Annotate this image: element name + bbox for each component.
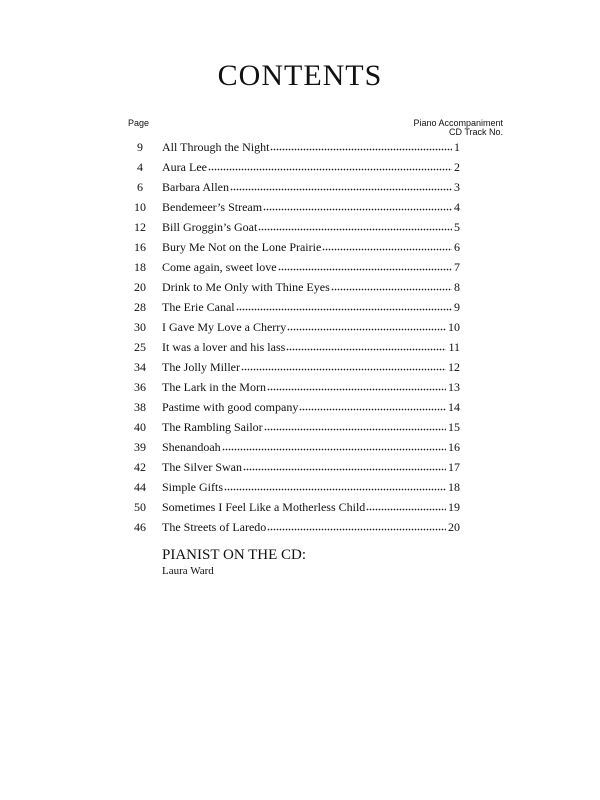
list-item <box>0 517 600 537</box>
dot-leader <box>230 183 452 191</box>
entry-line <box>162 297 460 317</box>
entry-title: The Erie Canal <box>162 300 235 314</box>
dot-leader <box>224 483 446 491</box>
entry-title: Shenandoah <box>162 440 221 454</box>
dot-leader <box>267 523 446 531</box>
list-item <box>0 457 600 477</box>
dot-leader <box>236 303 452 311</box>
entry-line <box>162 257 460 277</box>
entry-title: I Gave My Love a Cherry <box>162 320 287 334</box>
entry-title: Bury Me Not on the Lone Prairie <box>162 240 322 254</box>
entry-title: The Rambling Sailor <box>162 420 263 434</box>
entry-page-number: 44 <box>134 480 146 494</box>
dot-leader <box>264 423 446 431</box>
entry-page-number: 30 <box>134 320 146 334</box>
entry-title: All Through the Night <box>162 140 270 154</box>
entry-line <box>162 317 460 337</box>
dot-leader <box>270 143 452 151</box>
entry-track-number: 9 <box>454 300 460 314</box>
list-item <box>0 237 600 257</box>
entry-line <box>162 477 460 497</box>
entry-page-number: 50 <box>134 500 146 514</box>
track-header-line-2: CD Track No. <box>448 127 503 137</box>
entry-line <box>162 497 460 517</box>
entry-title: The Silver Swan <box>162 460 242 474</box>
entry-page-number: 34 <box>134 360 146 374</box>
entry-line <box>162 457 460 477</box>
track-header-line-1: Piano Accompaniment <box>413 118 503 128</box>
dot-leader <box>267 383 446 391</box>
entry-page-number: 28 <box>134 300 146 314</box>
entry-page-number: 20 <box>134 280 146 294</box>
entry-track-number: 3 <box>454 180 460 194</box>
entry-line <box>162 237 460 257</box>
list-item <box>0 137 600 157</box>
entry-title: Aura Lee <box>162 160 207 174</box>
entry-track-number: 17 <box>448 460 460 474</box>
entry-line <box>162 357 460 377</box>
list-item <box>0 317 600 337</box>
entry-title: Drink to Me Only with Thine Eyes <box>162 280 330 294</box>
entry-line <box>162 517 460 537</box>
list-item <box>0 257 600 277</box>
entry-title: Bendemeer’s Stream <box>162 200 263 214</box>
dot-leader <box>222 443 446 451</box>
entry-page-number: 6 <box>137 180 143 194</box>
entry-track-number: 13 <box>448 380 460 394</box>
list-item <box>0 277 600 297</box>
entry-page-number: 38 <box>134 400 146 414</box>
entry-track-number: 4 <box>454 200 460 214</box>
dot-leader <box>258 223 452 231</box>
list-item <box>0 377 600 397</box>
entry-track-number: 18 <box>448 480 460 494</box>
entry-title: The Lark in the Morn <box>162 380 266 394</box>
entry-line <box>162 197 460 217</box>
dot-leader <box>278 263 452 271</box>
entry-line <box>162 377 460 397</box>
entry-title: It was a lover and his lass <box>162 340 286 354</box>
entry-page-number: 42 <box>134 460 146 474</box>
entry-line <box>162 217 460 237</box>
dot-leader <box>208 163 452 171</box>
entry-track-number: 2 <box>454 160 460 174</box>
pianist-heading: PIANIST ON THE CD: <box>162 547 307 563</box>
entry-title: Sometimes I Feel Like a Motherless Child <box>162 500 366 514</box>
entry-title: Barbara Allen <box>162 180 229 194</box>
entry-line <box>162 177 460 197</box>
entry-page-number: 25 <box>134 340 146 354</box>
entry-page-number: 4 <box>137 160 143 174</box>
dot-leader <box>286 343 446 351</box>
entry-page-number: 9 <box>137 140 143 154</box>
list-item <box>0 357 600 377</box>
dot-leader <box>331 283 452 291</box>
entry-title: Simple Gifts <box>162 480 224 494</box>
entry-track-number: 16 <box>448 440 460 454</box>
entry-page-number: 39 <box>134 440 146 454</box>
list-item <box>0 297 600 317</box>
entry-page-number: 40 <box>134 420 146 434</box>
list-item <box>0 437 600 457</box>
dot-leader <box>287 323 446 331</box>
entry-line <box>162 397 460 417</box>
entry-title: Come again, sweet love <box>162 260 277 274</box>
dot-leader <box>322 243 452 251</box>
entry-track-number: 15 <box>448 420 460 434</box>
entry-line <box>162 277 460 297</box>
list-item <box>0 177 600 197</box>
entry-line <box>162 337 460 357</box>
list-item <box>0 157 600 177</box>
list-item <box>0 417 600 437</box>
page-title: CONTENTS <box>217 59 383 92</box>
entry-page-number: 18 <box>134 260 146 274</box>
entry-line <box>162 437 460 457</box>
entry-title: Bill Groggin’s Goat <box>162 220 258 234</box>
entry-page-number: 10 <box>134 200 146 214</box>
entry-track-number: 1 <box>454 140 460 154</box>
list-item <box>0 337 600 357</box>
list-item <box>0 197 600 217</box>
dot-leader <box>243 463 446 471</box>
entry-track-number: 10 <box>448 320 460 334</box>
entry-page-number: 36 <box>134 380 146 394</box>
entry-track-number: 19 <box>448 500 460 514</box>
dot-leader <box>241 363 446 371</box>
entry-track-number: 12 <box>448 360 460 374</box>
list-item <box>0 477 600 497</box>
entry-track-number: 8 <box>454 280 460 294</box>
entry-title: The Streets of Laredo <box>162 520 267 534</box>
entry-track-number: 20 <box>448 520 460 534</box>
list-item <box>0 217 600 237</box>
entry-track-number: 5 <box>454 220 460 234</box>
entry-track-number: 14 <box>448 400 460 414</box>
page-column-header: Page <box>128 118 150 128</box>
entry-line <box>162 417 460 437</box>
entry-track-number: 6 <box>454 240 460 254</box>
dot-leader <box>299 403 446 411</box>
entry-page-number: 16 <box>134 240 146 254</box>
list-item <box>0 497 600 517</box>
dot-leader <box>263 203 452 211</box>
entry-track-number: 7 <box>454 260 460 274</box>
entry-page-number: 46 <box>134 520 146 534</box>
entry-line <box>162 137 460 157</box>
entry-line <box>162 157 460 177</box>
entry-title: Pastime with good company <box>162 400 299 414</box>
track-column-header <box>380 119 503 137</box>
entry-page-number: 12 <box>134 220 146 234</box>
entry-track-number: 11 <box>448 340 460 354</box>
dot-leader <box>366 503 446 511</box>
entry-title: The Jolly Miller <box>162 360 240 374</box>
pianist-name: Laura Ward <box>162 565 214 577</box>
list-item <box>0 397 600 417</box>
